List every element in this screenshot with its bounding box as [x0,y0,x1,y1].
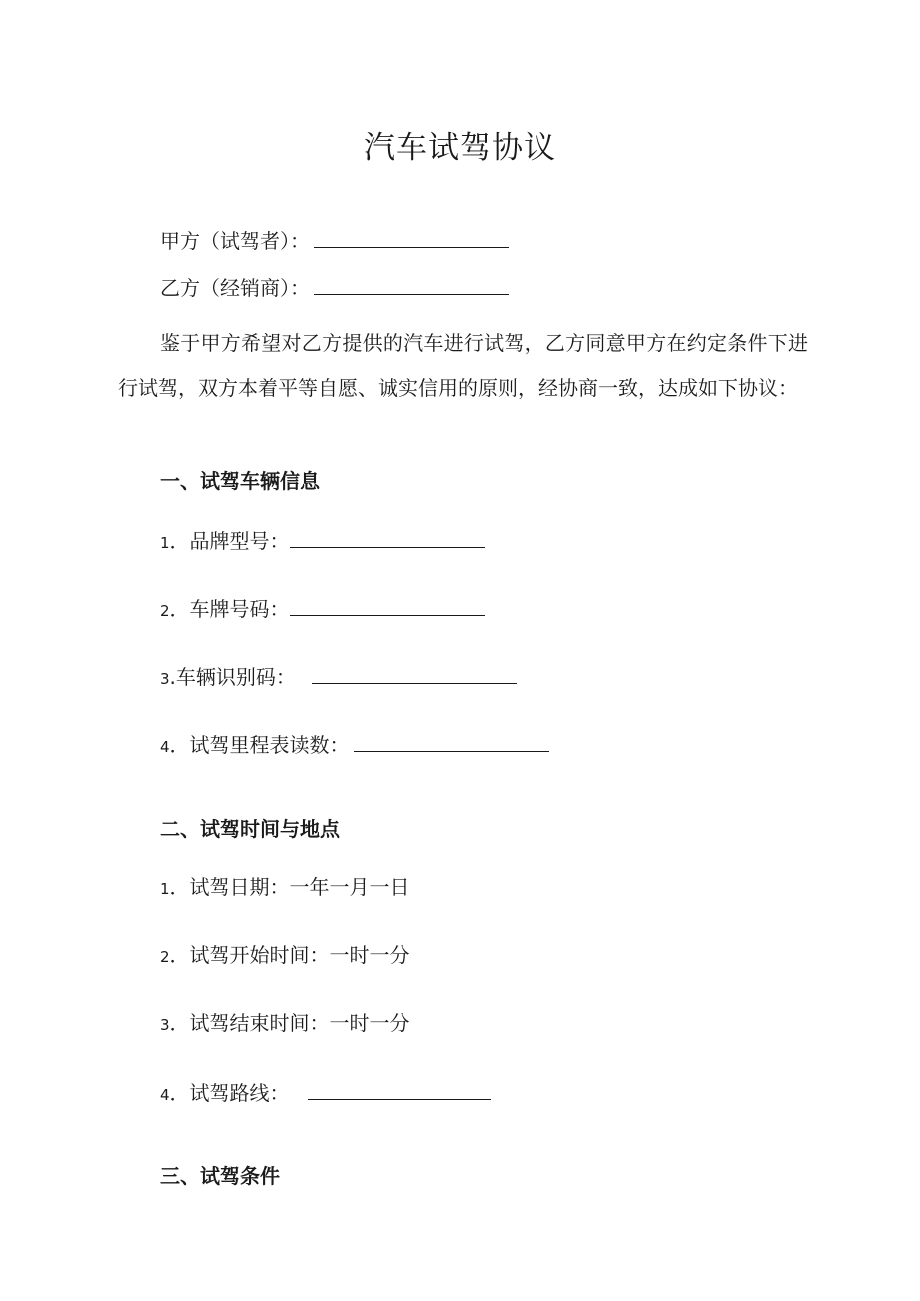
party-a-label: 甲方（试驾者）： [160,229,310,253]
item-number: 2 [160,948,170,966]
vin-blank[interactable] [312,663,517,684]
document-title: 汽车试驾协议 [364,130,556,166]
preamble-paragraph: 鉴于甲方希望对乙方提供的汽车进行试驾，乙方同意甲方在约定条件下进行试驾，双方本着平等自愿、诚实信用的原则，经协商一致，达成如下协议： [118,331,808,400]
test-date-label: ．试驾日期：一年一月一日 [169,875,410,899]
vehicle-brand-blank[interactable] [290,527,485,548]
odometer-blank[interactable] [354,731,549,752]
party-b-blank[interactable] [314,274,509,295]
party-a-blank[interactable] [314,227,509,248]
vehicle-brand-line [160,526,485,558]
route-blank[interactable] [308,1079,491,1100]
item-number: 1 [160,880,170,898]
plate-number-label: ．车牌号码： [169,597,290,621]
vin-line [160,662,517,694]
item-number: 4 [160,738,170,756]
party-b-line [160,273,509,303]
end-time-label: ．试驾结束时间：一时一分 [169,1011,410,1035]
section3-heading: 三、试驾条件 [160,1164,280,1188]
item-number: 3 [160,1016,170,1034]
item-number: 4 [160,1086,170,1104]
route-line [160,1078,491,1110]
item-number: 2 [160,602,170,620]
item-number: 1 [160,534,170,552]
vin-label: .车辆识别码： [169,665,296,689]
odometer-label: ．试驾里程表读数： [169,733,350,757]
plate-number-line [160,594,485,626]
party-a-line [160,226,509,256]
odometer-line [160,730,549,762]
plate-number-blank[interactable] [290,595,485,616]
section1-heading: 一、试驾车辆信息 [160,469,320,493]
route-label: ．试驾路线： [169,1081,290,1105]
section2-heading: 二、试驾时间与地点 [160,817,340,841]
test-date-line [160,872,410,904]
start-time-label: ．试驾开始时间：一时一分 [169,943,410,967]
item-number: 3 [160,670,170,688]
start-time-line [160,940,410,972]
end-time-line [160,1008,410,1040]
vehicle-brand-label: ．品牌型号： [169,529,290,553]
party-b-label: 乙方（经销商）： [160,276,310,300]
